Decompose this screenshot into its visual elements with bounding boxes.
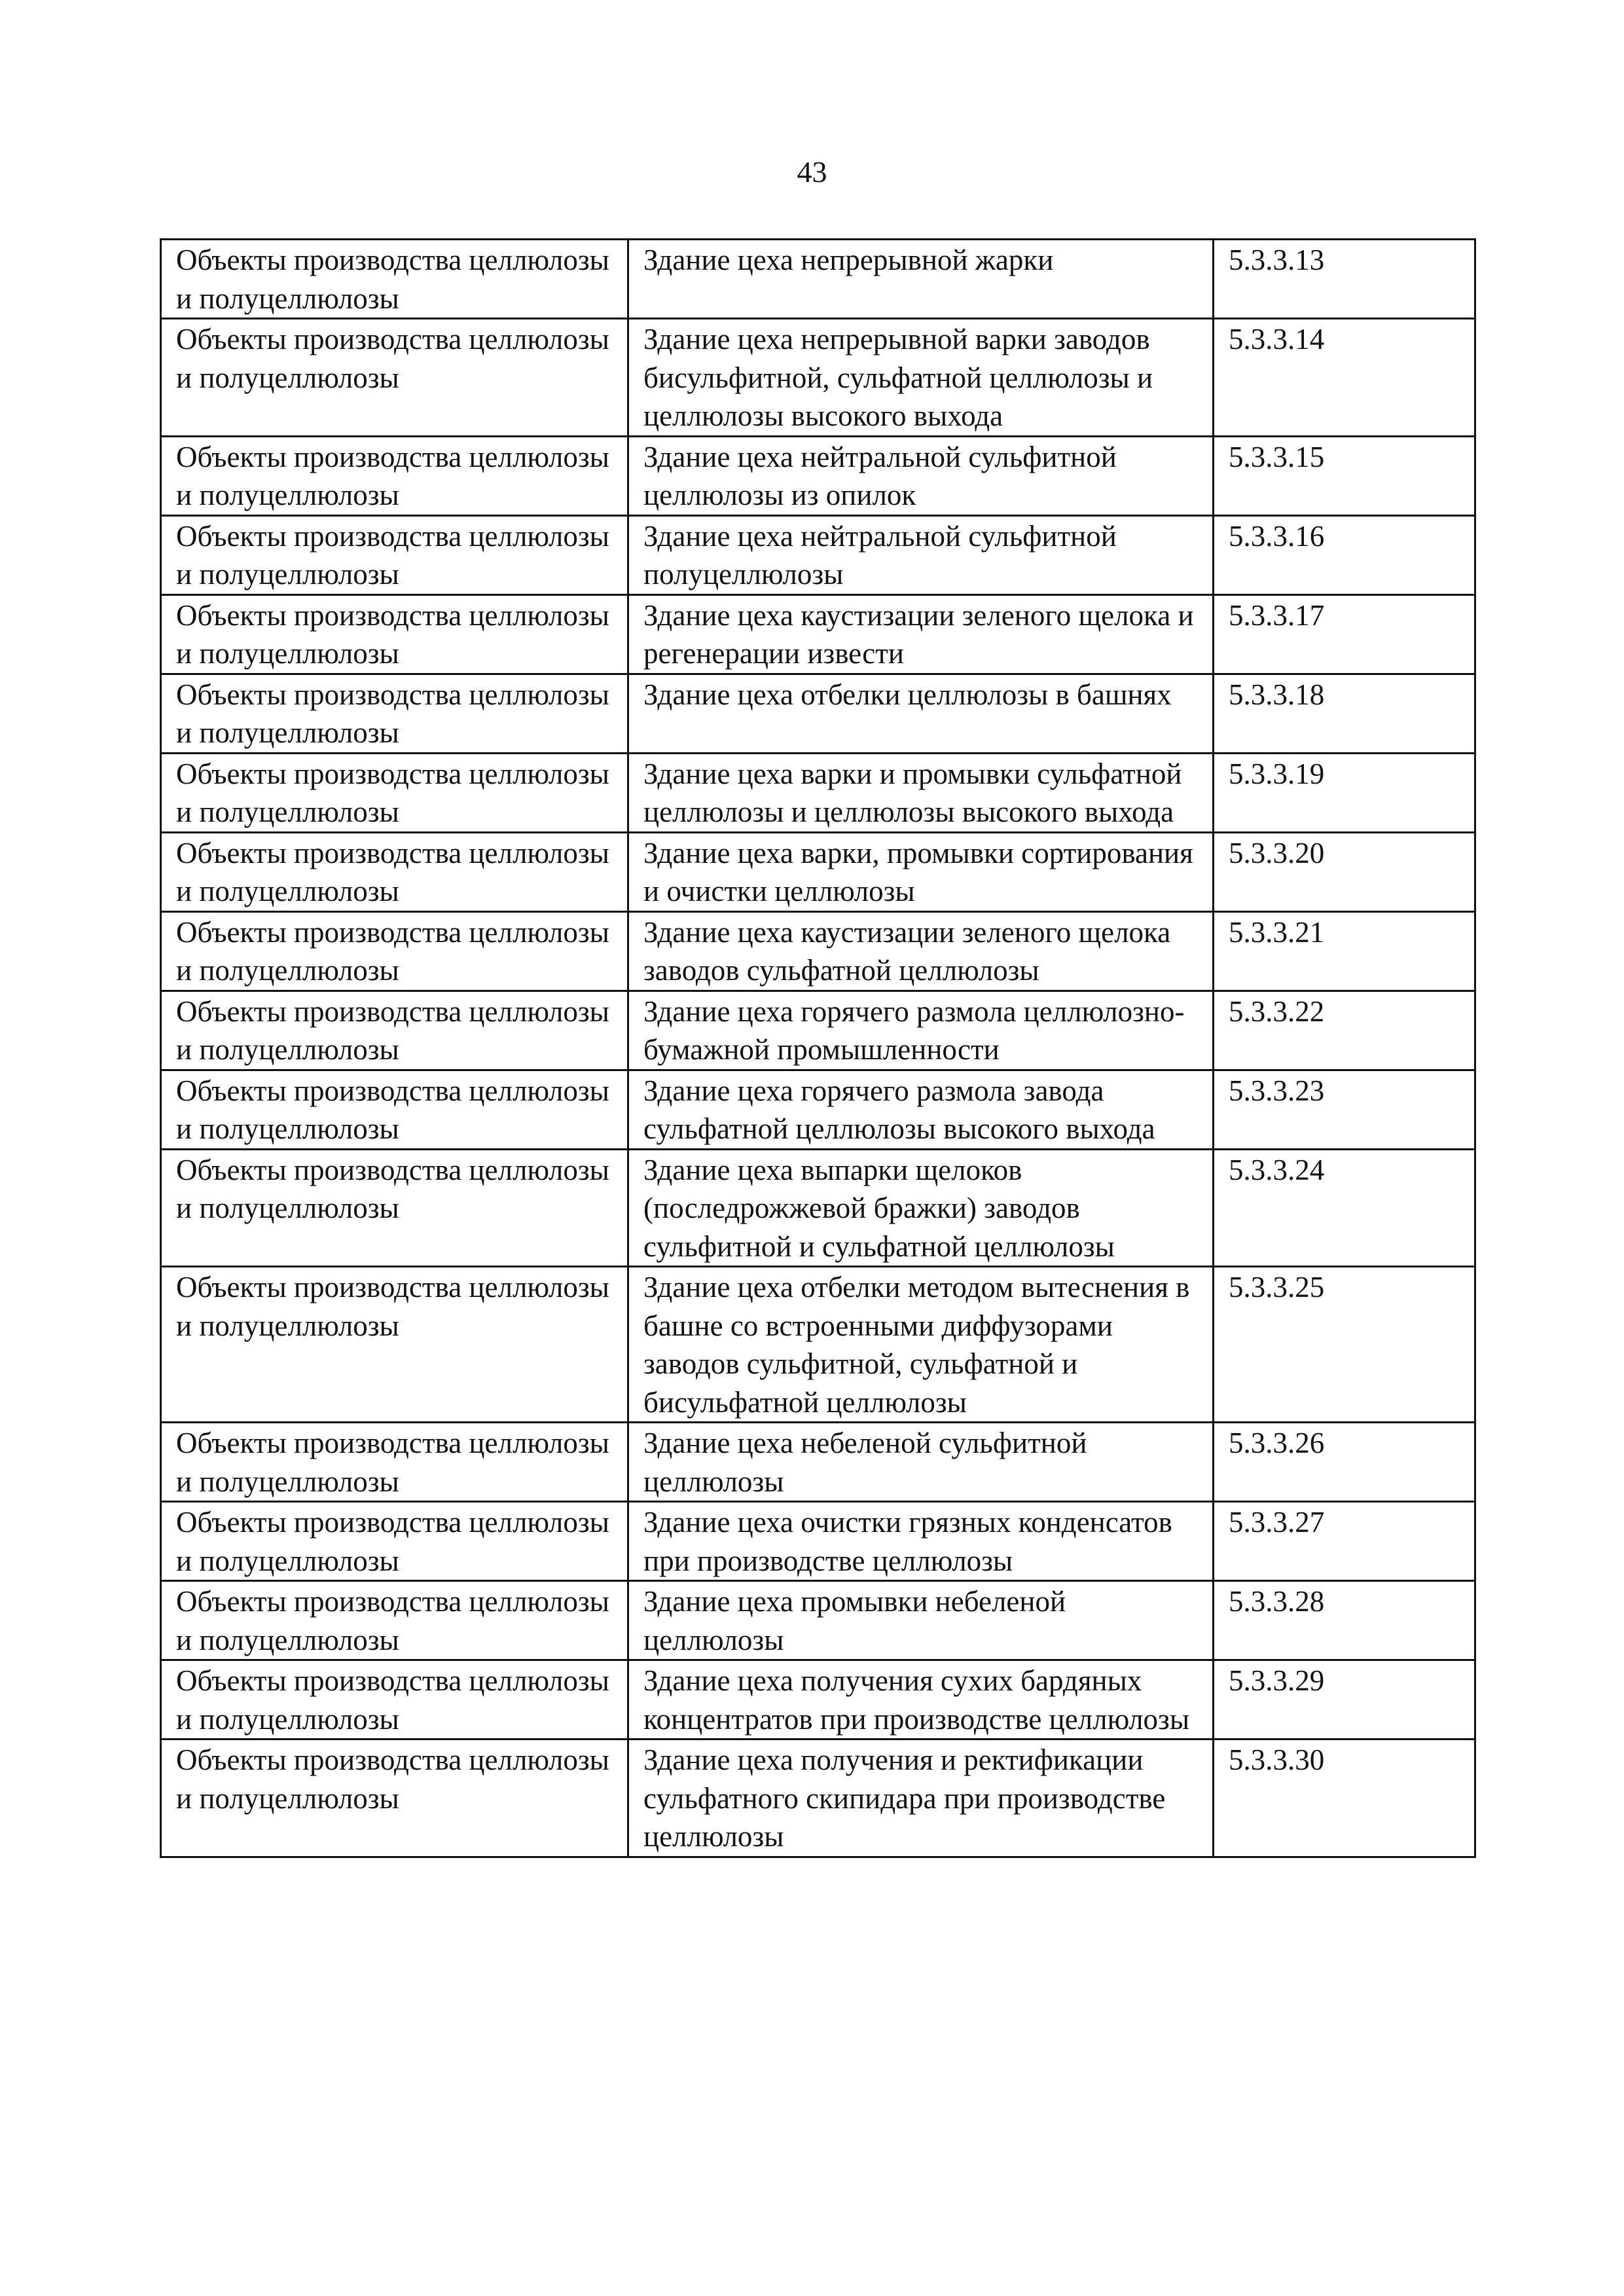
code-cell: 5.3.3.19 [1214,753,1475,832]
table-row [161,1502,1475,1581]
category-cell: Объекты производства целлюлозы и полуцеллюлозы [161,319,628,437]
code-cell: 5.3.3.28 [1214,1581,1475,1660]
description-cell: Здание цеха нейтральной сульфитной целлюлозы из опилок [628,436,1214,515]
category-cell: Объекты производства целлюлозы и полуцеллюлозы [161,674,628,753]
table-row [161,991,1475,1070]
code-cell: 5.3.3.15 [1214,436,1475,515]
description-cell: Здание цеха отбелки методом вытеснения в башне со встроенными диффузорами заводов сульфитной, сульфатной и бисульфатной целлюлозы [628,1267,1214,1423]
category-cell: Объекты производства целлюлозы и полуцеллюлозы [161,436,628,515]
category-cell: Объекты производства целлюлозы и полуцеллюлозы [161,1070,628,1149]
category-cell: Объекты производства целлюлозы и полуцеллюлозы [161,911,628,991]
table-row [161,1660,1475,1740]
code-cell: 5.3.3.21 [1214,911,1475,991]
description-cell: Здание цеха каустизации зеленого щелока заводов сульфатной целлюлозы [628,911,1214,991]
description-cell: Здание цеха непрерывной варки заводов бисульфитной, сульфатной целлюлозы и целлюлозы высокого выхода [628,319,1214,437]
table-row [161,1149,1475,1267]
code-cell: 5.3.3.24 [1214,1149,1475,1267]
description-cell: Здание цеха получения и ректификации сульфатного скипидара при производстве целлюлозы [628,1740,1214,1857]
table-row [161,515,1475,594]
table-row [161,594,1475,674]
category-cell: Объекты производства целлюлозы и полуцеллюлозы [161,832,628,911]
description-cell: Здание цеха варки, промывки сортирования и очистки целлюлозы [628,832,1214,911]
description-cell: Здание цеха нейтральной сульфитной полуцеллюлозы [628,515,1214,594]
code-cell: 5.3.3.14 [1214,319,1475,437]
description-cell: Здание цеха отбелки целлюлозы в башнях [628,674,1214,753]
description-cell: Здание цеха получения сухих бардяных концентратов при производстве целлюлозы [628,1660,1214,1740]
table-row [161,1740,1475,1857]
category-cell: Объекты производства целлюлозы и полуцеллюлозы [161,991,628,1070]
description-cell: Здание цеха горячего размола целлюлозно-бумажной промышленности [628,991,1214,1070]
table-row [161,753,1475,832]
category-cell: Объекты производства целлюлозы и полуцеллюлозы [161,1267,628,1423]
code-cell: 5.3.3.20 [1214,832,1475,911]
description-cell: Здание цеха небеленой сульфитной целлюлозы [628,1423,1214,1502]
category-cell: Объекты производства целлюлозы и полуцеллюлозы [161,1660,628,1740]
description-cell: Здание цеха горячего размола завода сульфатной целлюлозы высокого выхода [628,1070,1214,1149]
category-cell: Объекты производства целлюлозы и полуцеллюлозы [161,753,628,832]
category-cell: Объекты производства целлюлозы и полуцеллюлозы [161,1581,628,1660]
category-cell: Объекты производства целлюлозы и полуцеллюлозы [161,515,628,594]
table-row [161,1423,1475,1502]
description-cell: Здание цеха каустизации зеленого щелока и регенерации извести [628,594,1214,674]
category-cell: Объекты производства целлюлозы и полуцеллюлозы [161,1149,628,1267]
description-cell: Здание цеха варки и промывки сульфатной целлюлозы и целлюлозы высокого выхода [628,753,1214,832]
category-cell: Объекты производства целлюлозы и полуцеллюлозы [161,1423,628,1502]
code-cell: 5.3.3.30 [1214,1740,1475,1857]
table-row [161,319,1475,437]
table-row [161,240,1475,319]
category-cell: Объекты производства целлюлозы и полуцеллюлозы [161,594,628,674]
code-cell: 5.3.3.17 [1214,594,1475,674]
code-cell: 5.3.3.13 [1214,240,1475,319]
code-cell: 5.3.3.16 [1214,515,1475,594]
description-cell: Здание цеха очистки грязных конденсатов при производстве целлюлозы [628,1502,1214,1581]
code-cell: 5.3.3.29 [1214,1660,1475,1740]
page-number: 43 [797,155,827,189]
table-row [161,911,1475,991]
code-cell: 5.3.3.25 [1214,1267,1475,1423]
table-row [161,1070,1475,1149]
table-row [161,1581,1475,1660]
category-cell: Объекты производства целлюлозы и полуцеллюлозы [161,1502,628,1581]
code-cell: 5.3.3.26 [1214,1423,1475,1502]
table-row [161,674,1475,753]
code-cell: 5.3.3.18 [1214,674,1475,753]
code-cell: 5.3.3.23 [1214,1070,1475,1149]
facilities-table [160,238,1476,1858]
table-row [161,832,1475,911]
category-cell: Объекты производства целлюлозы и полуцеллюлозы [161,240,628,319]
code-cell: 5.3.3.27 [1214,1502,1475,1581]
code-cell: 5.3.3.22 [1214,991,1475,1070]
table-row [161,1267,1475,1423]
table-row [161,436,1475,515]
description-cell: Здание цеха выпарки щелоков (последрожжевой бражки) заводов сульфитной и сульфатной целлюлозы [628,1149,1214,1267]
description-cell: Здание цеха промывки небеленой целлюлозы [628,1581,1214,1660]
description-cell: Здание цеха непрерывной жарки [628,240,1214,319]
category-cell: Объекты производства целлюлозы и полуцеллюлозы [161,1740,628,1857]
